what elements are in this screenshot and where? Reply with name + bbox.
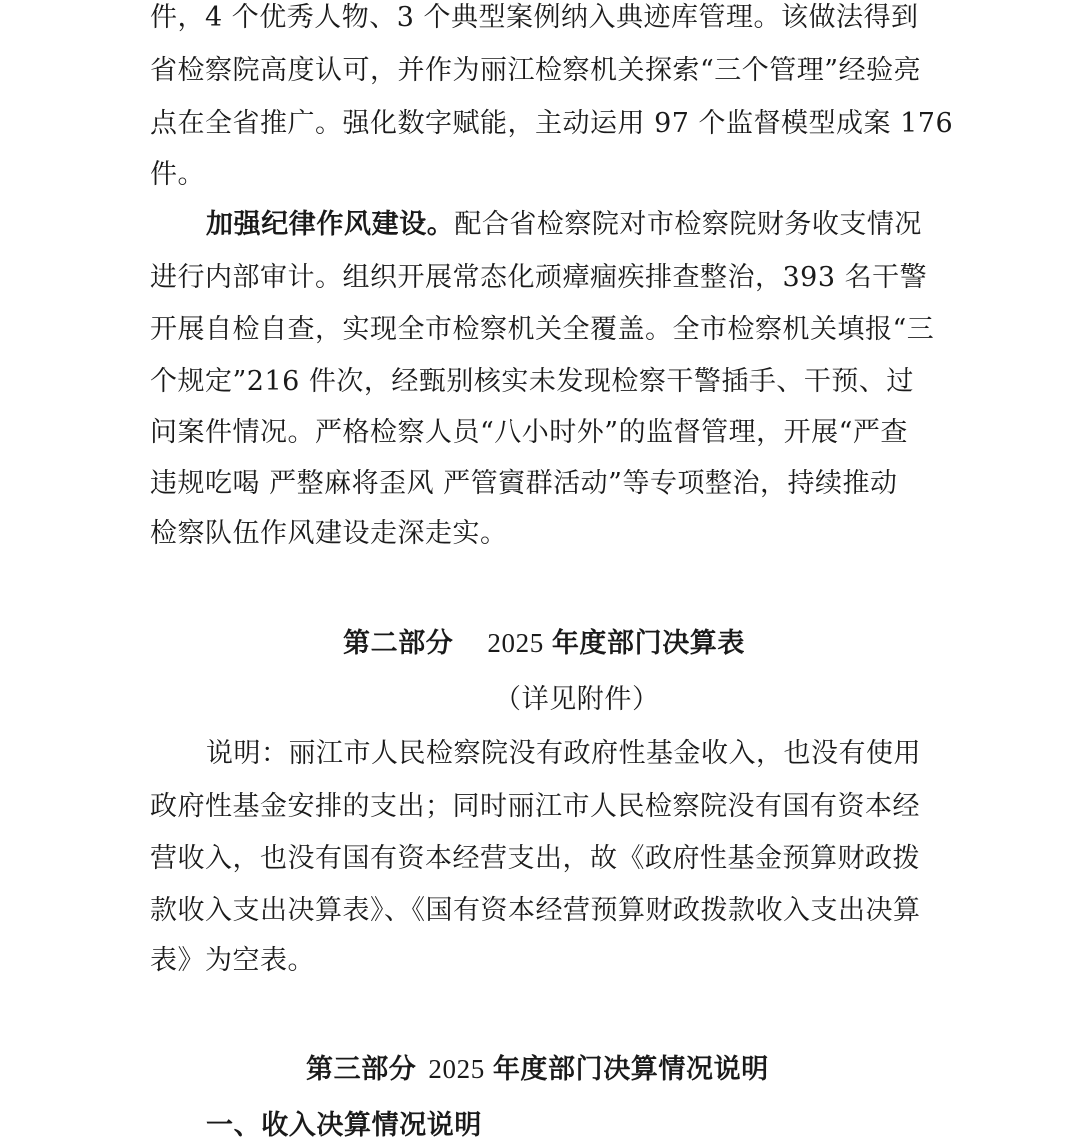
section1-title: 一、收入决算情况说明 — [206, 1110, 482, 1141]
paragraph-line: 个规定”216 件次，经甄别核实未发现检察干警插手、干预、过 — [150, 366, 914, 397]
paragraph-first-line — [206, 208, 922, 242]
paragraph-line: 件，4 个优秀人物、3 个典型案例纳入典迹库管理。该做法得到 — [150, 2, 919, 33]
part2-label: 第二部分 — [343, 628, 454, 659]
part2-subtitle: （详见附件） — [494, 684, 660, 715]
part2-year: 2025 — [487, 628, 544, 658]
paragraph-line: 检察队伍作风建设走深走实。 — [150, 518, 508, 549]
part3-heading — [306, 1052, 769, 1087]
part3-label: 第三部分 — [306, 1054, 417, 1085]
section1-heading — [206, 1109, 482, 1143]
part2-title: 年度部门决算表 — [551, 628, 746, 659]
note-line: 说明：丽江市人民检察院没有政府性基金收入，也没有使用 — [206, 738, 921, 769]
part3-title: 年度部门决算情况说明 — [492, 1054, 769, 1085]
paragraph-line: 件。 — [150, 159, 205, 190]
paragraph-line: 省检察院高度认可，并作为丽江检察机关探索“三个管理”经验亮 — [150, 55, 922, 86]
paragraph-line: 进行内部审计。组织开展常态化顽瘴痼疾排查整治，393 名干警 — [150, 262, 928, 293]
note-line: 营收入，也没有国有资本经营支出，故《政府性基金预算财政拨 — [150, 843, 920, 874]
part3-year: 2025 — [428, 1054, 485, 1084]
paragraph-line-rest: 配合省检察院对市检察院财务收支情况 — [454, 209, 922, 240]
note-line: 表》为空表。 — [150, 945, 315, 976]
note-line: 政府性基金安排的支出；同时丽江市人民检察院没有国有资本经 — [150, 791, 920, 822]
note-line: 款收入支出决算表》、《国有资本经营预算财政拨款收入支出决算 — [150, 895, 921, 926]
paragraph-line: 问案件情况。严格检察人员“八小时外”的监督管理，开展“严查 — [150, 417, 908, 448]
paragraph-line: 点在全省推广。强化数字赋能，主动运用 97 个监督模型成案 176 — [150, 108, 954, 139]
paragraph-line: 开展自检自查，实现全市检察机关全覆盖。全市检察机关填报“三 — [150, 314, 935, 345]
part2-heading — [343, 626, 745, 661]
paragraph-lead-bold: 加强纪律作风建设。 — [206, 209, 455, 240]
paragraph-line: 违规吃喝 严整麻将歪风 严管賨群活动”等专项整治，持续推动 — [150, 468, 898, 499]
